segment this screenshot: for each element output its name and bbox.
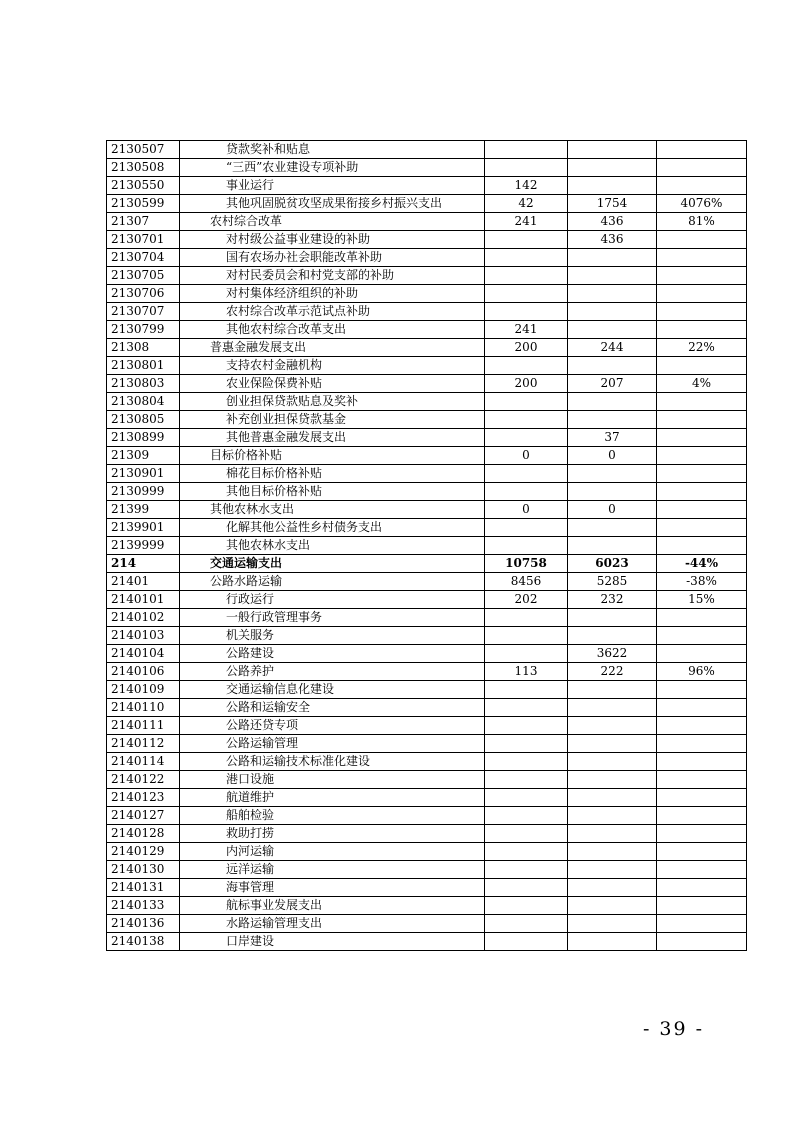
cell-change-percent (657, 177, 747, 195)
table-row (107, 447, 747, 465)
cell-code: 2139999 (107, 537, 180, 555)
cell-name: 其他巩固脱贫攻坚成果衔接乡村振兴支出 (180, 195, 485, 213)
cell-current-value (568, 393, 657, 411)
cell-prev-value: 142 (485, 177, 568, 195)
cell-code: 2130803 (107, 375, 180, 393)
cell-prev-value: 10758 (485, 555, 568, 573)
table-row (107, 915, 747, 933)
cell-code: 2140122 (107, 771, 180, 789)
cell-change-percent (657, 807, 747, 825)
table-row (107, 357, 747, 375)
cell-current-value (568, 861, 657, 879)
table-row (107, 411, 747, 429)
cell-code: 2140106 (107, 663, 180, 681)
cell-prev-value (485, 933, 568, 951)
table-row (107, 177, 747, 195)
cell-current-value (568, 627, 657, 645)
cell-prev-value: 241 (485, 321, 568, 339)
cell-name: 其他目标价格补贴 (180, 483, 485, 501)
cell-change-percent (657, 735, 747, 753)
cell-code: 21399 (107, 501, 180, 519)
cell-code: 2140109 (107, 681, 180, 699)
cell-change-percent (657, 933, 747, 951)
cell-name: 公路还贷专项 (180, 717, 485, 735)
cell-name: 远洋运输 (180, 861, 485, 879)
cell-current-value (568, 915, 657, 933)
cell-code: 2130999 (107, 483, 180, 501)
table-row (107, 195, 747, 213)
cell-change-percent (657, 537, 747, 555)
table-row (107, 213, 747, 231)
cell-current-value (568, 357, 657, 375)
cell-current-value (568, 141, 657, 159)
cell-name: 救助打捞 (180, 825, 485, 843)
table-row (107, 609, 747, 627)
cell-name: 事业运行 (180, 177, 485, 195)
cell-change-percent (657, 771, 747, 789)
cell-change-percent (657, 267, 747, 285)
table-row (107, 537, 747, 555)
table-row (107, 933, 747, 951)
cell-code: 2130704 (107, 249, 180, 267)
table-row (107, 303, 747, 321)
cell-prev-value (485, 825, 568, 843)
table-row (107, 681, 747, 699)
cell-change-percent (657, 303, 747, 321)
cell-change-percent (657, 357, 747, 375)
cell-name: 机关服务 (180, 627, 485, 645)
cell-current-value: 436 (568, 213, 657, 231)
cell-change-percent (657, 393, 747, 411)
page-number (0, 1018, 793, 1040)
cell-change-percent (657, 231, 747, 249)
cell-name: 国有农场办社会职能改革补助 (180, 249, 485, 267)
cell-code: 2130799 (107, 321, 180, 339)
cell-current-value (568, 897, 657, 915)
cell-change-percent (657, 915, 747, 933)
table-row (107, 645, 747, 663)
cell-name: 农业保险保费补贴 (180, 375, 485, 393)
cell-current-value: 222 (568, 663, 657, 681)
cell-code: 2140114 (107, 753, 180, 771)
cell-prev-value (485, 717, 568, 735)
cell-prev-value (485, 681, 568, 699)
cell-name: 公路水路运输 (180, 573, 485, 591)
cell-current-value (568, 465, 657, 483)
cell-change-percent (657, 861, 747, 879)
cell-change-percent: 4% (657, 375, 747, 393)
cell-current-value (568, 879, 657, 897)
cell-code: 21309 (107, 447, 180, 465)
table-row (107, 627, 747, 645)
cell-prev-value (485, 807, 568, 825)
cell-code: 2130508 (107, 159, 180, 177)
table-row (107, 321, 747, 339)
cell-code: 2130801 (107, 357, 180, 375)
cell-prev-value (485, 789, 568, 807)
cell-name: 行政运行 (180, 591, 485, 609)
cell-prev-value: 241 (485, 213, 568, 231)
cell-name: 棉花目标价格补贴 (180, 465, 485, 483)
table-row (107, 897, 747, 915)
cell-current-value: 0 (568, 501, 657, 519)
cell-prev-value: 200 (485, 339, 568, 357)
cell-code: 21308 (107, 339, 180, 357)
table-row (107, 231, 747, 249)
cell-code: 2140104 (107, 645, 180, 663)
cell-code: 2140130 (107, 861, 180, 879)
cell-prev-value (485, 465, 568, 483)
cell-code: 2140138 (107, 933, 180, 951)
cell-name: 内河运输 (180, 843, 485, 861)
cell-prev-value (485, 861, 568, 879)
cell-prev-value (485, 753, 568, 771)
cell-prev-value (485, 897, 568, 915)
cell-name: 支持农村金融机构 (180, 357, 485, 375)
cell-code: 2130901 (107, 465, 180, 483)
cell-change-percent: 96% (657, 663, 747, 681)
cell-current-value (568, 807, 657, 825)
cell-code: 2130507 (107, 141, 180, 159)
cell-name: 其他农林水支出 (180, 537, 485, 555)
table-row (107, 843, 747, 861)
cell-code: 2139901 (107, 519, 180, 537)
cell-name: 交通运输支出 (180, 555, 485, 573)
cell-prev-value (485, 429, 568, 447)
cell-code: 2130804 (107, 393, 180, 411)
table-row (107, 807, 747, 825)
cell-prev-value (485, 735, 568, 753)
cell-change-percent (657, 429, 747, 447)
cell-name: 船舶检验 (180, 807, 485, 825)
cell-change-percent (657, 699, 747, 717)
cell-change-percent (657, 789, 747, 807)
table-row (107, 789, 747, 807)
cell-prev-value (485, 699, 568, 717)
cell-code: 21307 (107, 213, 180, 231)
cell-prev-value: 202 (485, 591, 568, 609)
cell-code: 2140101 (107, 591, 180, 609)
cell-code: 2140102 (107, 609, 180, 627)
cell-name: 航道维护 (180, 789, 485, 807)
cell-current-value (568, 537, 657, 555)
budget-table (106, 140, 747, 951)
cell-change-percent (657, 249, 747, 267)
cell-current-value (568, 771, 657, 789)
cell-current-value (568, 735, 657, 753)
cell-change-percent (657, 609, 747, 627)
cell-current-value (568, 249, 657, 267)
cell-change-percent (657, 753, 747, 771)
table-row (107, 141, 747, 159)
cell-change-percent (657, 285, 747, 303)
table-row (107, 861, 747, 879)
cell-prev-value: 8456 (485, 573, 568, 591)
cell-current-value: 6023 (568, 555, 657, 573)
cell-code: 2130805 (107, 411, 180, 429)
cell-prev-value: 200 (485, 375, 568, 393)
table-row (107, 753, 747, 771)
cell-name: 贷款奖补和贴息 (180, 141, 485, 159)
table-row (107, 465, 747, 483)
cell-change-percent (657, 447, 747, 465)
cell-change-percent (657, 879, 747, 897)
table-row (107, 663, 747, 681)
cell-current-value (568, 789, 657, 807)
cell-prev-value (485, 393, 568, 411)
cell-prev-value (485, 915, 568, 933)
cell-name: 交通运输信息化建设 (180, 681, 485, 699)
cell-code: 2130701 (107, 231, 180, 249)
cell-code: 2130599 (107, 195, 180, 213)
cell-prev-value (485, 483, 568, 501)
cell-prev-value (485, 141, 568, 159)
cell-name: 其他普惠金融发展支出 (180, 429, 485, 447)
cell-name: 水路运输管理支出 (180, 915, 485, 933)
cell-name: 公路运输管理 (180, 735, 485, 753)
table-row (107, 483, 747, 501)
cell-name: 目标价格补贴 (180, 447, 485, 465)
cell-change-percent (657, 681, 747, 699)
cell-code: 2140112 (107, 735, 180, 753)
cell-code: 214 (107, 555, 180, 573)
table-row (107, 573, 747, 591)
cell-current-value (568, 267, 657, 285)
cell-name: 对村民委员会和村党支部的补助 (180, 267, 485, 285)
cell-current-value: 1754 (568, 195, 657, 213)
cell-name: 公路建设 (180, 645, 485, 663)
cell-current-value: 5285 (568, 573, 657, 591)
table-row (107, 429, 747, 447)
cell-prev-value (485, 159, 568, 177)
cell-change-percent (657, 501, 747, 519)
cell-name: 公路养护 (180, 663, 485, 681)
cell-current-value (568, 753, 657, 771)
cell-prev-value (485, 843, 568, 861)
cell-change-percent: 22% (657, 339, 747, 357)
cell-current-value (568, 303, 657, 321)
cell-code: 2130706 (107, 285, 180, 303)
cell-name: 港口设施 (180, 771, 485, 789)
cell-change-percent (657, 411, 747, 429)
cell-change-percent (657, 897, 747, 915)
cell-code: 2140110 (107, 699, 180, 717)
cell-name: 航标事业发展支出 (180, 897, 485, 915)
cell-current-value: 436 (568, 231, 657, 249)
cell-name: 农村综合改革 (180, 213, 485, 231)
cell-current-value (568, 609, 657, 627)
cell-prev-value (485, 267, 568, 285)
table-row (107, 555, 747, 573)
cell-code: 2140133 (107, 897, 180, 915)
cell-change-percent (657, 321, 747, 339)
cell-code: 2130899 (107, 429, 180, 447)
table-row (107, 699, 747, 717)
cell-name: 公路和运输技术标准化建设 (180, 753, 485, 771)
cell-change-percent (657, 159, 747, 177)
cell-change-percent: -38% (657, 573, 747, 591)
cell-name: 海事管理 (180, 879, 485, 897)
table-row (107, 519, 747, 537)
table-row (107, 249, 747, 267)
cell-code: 2130550 (107, 177, 180, 195)
cell-current-value (568, 717, 657, 735)
cell-name: 公路和运输安全 (180, 699, 485, 717)
cell-prev-value: 113 (485, 663, 568, 681)
cell-current-value (568, 825, 657, 843)
cell-change-percent (657, 627, 747, 645)
cell-prev-value (485, 519, 568, 537)
cell-name: 其他农林水支出 (180, 501, 485, 519)
cell-prev-value (485, 303, 568, 321)
cell-prev-value (485, 357, 568, 375)
table-row (107, 501, 747, 519)
table-row (107, 375, 747, 393)
cell-current-value: 207 (568, 375, 657, 393)
cell-prev-value (485, 231, 568, 249)
table-row (107, 159, 747, 177)
cell-current-value (568, 699, 657, 717)
cell-current-value (568, 843, 657, 861)
cell-change-percent: 81% (657, 213, 747, 231)
cell-code: 2140131 (107, 879, 180, 897)
cell-current-value: 3622 (568, 645, 657, 663)
cell-change-percent (657, 843, 747, 861)
cell-prev-value (485, 609, 568, 627)
cell-code: 2130705 (107, 267, 180, 285)
cell-prev-value: 42 (485, 195, 568, 213)
cell-name: 其他农村综合改革支出 (180, 321, 485, 339)
cell-prev-value (485, 771, 568, 789)
table-row (107, 717, 747, 735)
table-row (107, 825, 747, 843)
cell-code: 2140111 (107, 717, 180, 735)
cell-current-value (568, 411, 657, 429)
table-row (107, 735, 747, 753)
cell-current-value (568, 159, 657, 177)
cell-code: 21401 (107, 573, 180, 591)
table-row (107, 285, 747, 303)
cell-prev-value (485, 285, 568, 303)
cell-current-value (568, 519, 657, 537)
cell-change-percent: 4076% (657, 195, 747, 213)
table-row (107, 879, 747, 897)
table-body (107, 141, 747, 951)
cell-change-percent: -44% (657, 555, 747, 573)
cell-change-percent (657, 141, 747, 159)
cell-current-value: 244 (568, 339, 657, 357)
cell-prev-value: 0 (485, 501, 568, 519)
cell-name: 对村集体经济组织的补助 (180, 285, 485, 303)
cell-change-percent (657, 645, 747, 663)
cell-name: 口岸建设 (180, 933, 485, 951)
cell-current-value (568, 177, 657, 195)
cell-code: 2140129 (107, 843, 180, 861)
cell-prev-value (485, 627, 568, 645)
cell-code: 2140127 (107, 807, 180, 825)
cell-code: 2140103 (107, 627, 180, 645)
cell-change-percent (657, 519, 747, 537)
table-row (107, 339, 747, 357)
cell-name: “三西”农业建设专项补助 (180, 159, 485, 177)
table-row (107, 771, 747, 789)
cell-name: 创业担保贷款贴息及奖补 (180, 393, 485, 411)
cell-change-percent: 15% (657, 591, 747, 609)
cell-name: 对村级公益事业建设的补助 (180, 231, 485, 249)
cell-prev-value (485, 879, 568, 897)
cell-change-percent (657, 825, 747, 843)
cell-code: 2140123 (107, 789, 180, 807)
cell-current-value: 232 (568, 591, 657, 609)
cell-name: 农村综合改革示范试点补助 (180, 303, 485, 321)
cell-code: 2140136 (107, 915, 180, 933)
cell-current-value: 37 (568, 429, 657, 447)
cell-prev-value (485, 249, 568, 267)
cell-prev-value: 0 (485, 447, 568, 465)
table-row (107, 267, 747, 285)
cell-name: 补充创业担保贷款基金 (180, 411, 485, 429)
cell-current-value (568, 285, 657, 303)
cell-prev-value (485, 537, 568, 555)
cell-current-value (568, 483, 657, 501)
cell-change-percent (657, 717, 747, 735)
cell-prev-value (485, 411, 568, 429)
cell-current-value (568, 933, 657, 951)
cell-current-value (568, 681, 657, 699)
cell-current-value (568, 321, 657, 339)
cell-code: 2130707 (107, 303, 180, 321)
cell-change-percent (657, 483, 747, 501)
page-number-text: - 39 - (642, 1018, 705, 1040)
cell-change-percent (657, 465, 747, 483)
cell-name: 化解其他公益性乡村债务支出 (180, 519, 485, 537)
cell-name: 普惠金融发展支出 (180, 339, 485, 357)
cell-code: 2140128 (107, 825, 180, 843)
cell-current-value: 0 (568, 447, 657, 465)
table-row (107, 393, 747, 411)
table-row (107, 591, 747, 609)
cell-name: 一般行政管理事务 (180, 609, 485, 627)
cell-prev-value (485, 645, 568, 663)
